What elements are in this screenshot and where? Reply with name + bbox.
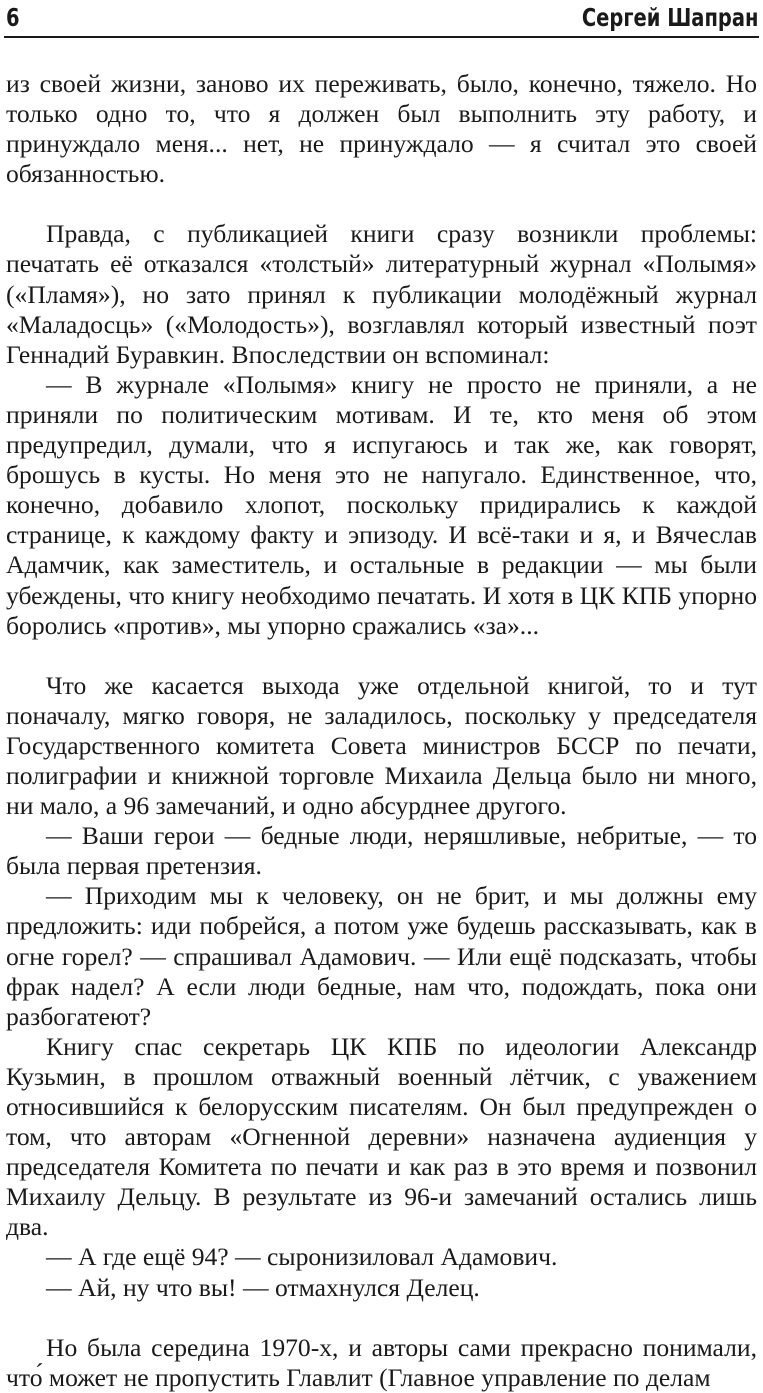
paragraph: — Ай, ну что вы! — отмахнулся Делец.	[46, 1272, 480, 1302]
paragraph: Но была середина 1970-х, и авторы сами прекрасно понимали, что́ может не пропустить Главлит (Главное управление по делам	[6, 1332, 757, 1392]
paragraph: — А где ещё 94? — сыронизиловал Адамович.	[46, 1242, 558, 1272]
running-title: Сергей Шапран	[582, 3, 759, 32]
paragraph: из своей жизни, заново их переживать, было, конечно, тяжело. Но только одно то, что я должен был выполнить эту работу, и принуждало меня... нет, не принуждало — я считал это своей обязанностью.	[6, 69, 757, 189]
paragraph: Книгу спас секретарь ЦК КПБ по идеологии Александр Кузьмин, в прошлом отважный военный лётчик, с уважением относившийся к белорусским писателям. Он был предупрежден о том, что авторам «Огненной деревни» назначена аудиенция у председателя Комитета по печати и как раз в это время и позвонил Михаилу Дельцу. В результате из 96-и замечаний остались лишь два.	[6, 1031, 757, 1242]
paragraph: — В журнале «Полымя» книгу не просто не приняли, а не приняли по политическим мотивам. И те, кто меня об этом предупредил, думали, что я испугаюсь и так же, как говорят, брошусь в кусты. Но меня это не напугало. Единственное, что, конечно, добавило хлопот, поскольку придирались к каждой странице, к каждому факту и эпизоду. И всё-таки и я, и Вячеслав Адамчик, как заместитель, и остальные в редакции — мы были убеждены, что книгу необходимо печатать. И хотя в ЦК КПБ упорно боролись «против», мы упорно сражались «за»...	[6, 369, 757, 640]
paragraph: — Ваши герои — бедные люди, неряшливые, небритые, — то была первая претензия.	[6, 821, 757, 881]
paragraph: Правда, с публикацией книги сразу возникли проблемы: печатать её отказался «толстый» литературный журнал «Полымя» («Пламя»), но зато принял к публикации молодёжный журнал «Маладосць» («Молодость»), возглавлял который известный поэт Геннадий Буравкин. Впоследствии он вспоминал:	[6, 219, 757, 369]
running-header	[4, 0, 759, 38]
paragraph: — Приходим мы к человеку, он не брит, и мы должны ему предложить: иди побрейся, а потом уже будешь рассказывать, как в огне горел? — спрашивал Адамович. — Или ещё подсказать, чтобы фрак надел? А если люди бедные, нам что, подождать, пока они разбогатеют?	[6, 881, 757, 1031]
body-text	[6, 69, 757, 1393]
paragraph: Что же касается выхода уже отдельной книгой, то и тут поначалу, мягко говоря, не заладилось, поскольку у председателя Государственного комитета Совета министров БССР по печати, полиграфии и книжной торговле Михаила Дельца было ни много, ни мало, а 96 замечаний, и одно абсурднее другого.	[6, 670, 757, 821]
page-number: 6	[6, 3, 20, 32]
